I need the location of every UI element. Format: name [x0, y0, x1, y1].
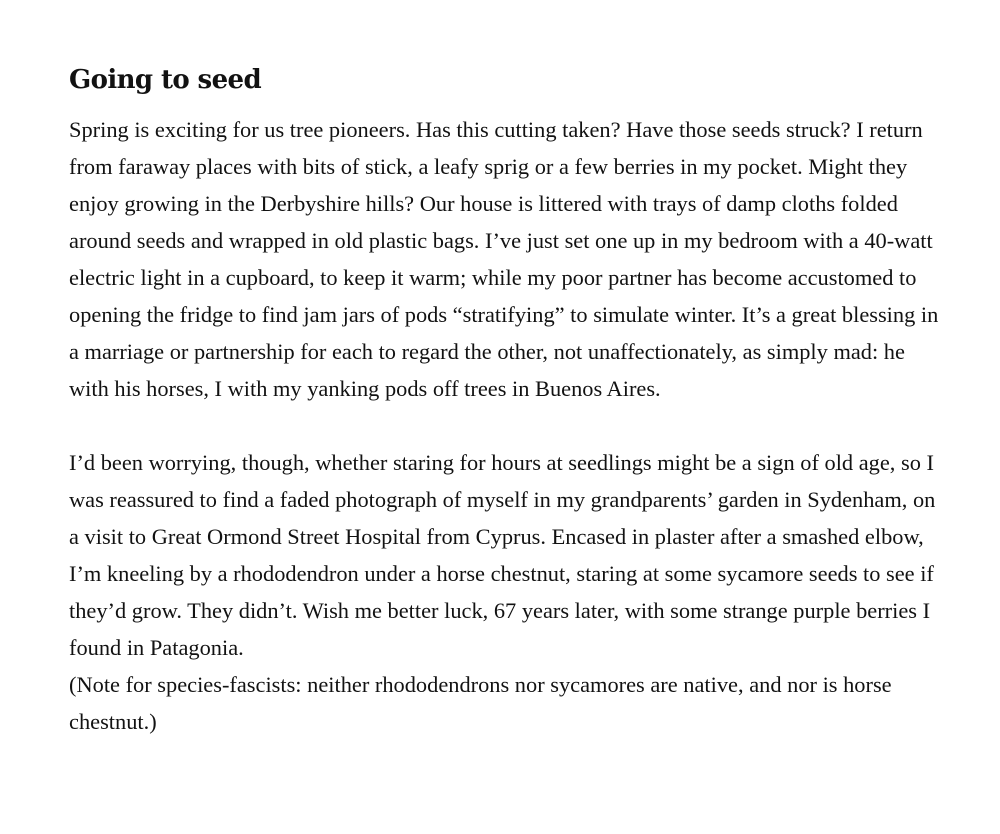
section-heading: Going to seed: [69, 65, 262, 95]
paragraph-note: (Note for species-fascists: neither rhododendrons nor sycamores are native, and nor is horse chestnut.): [69, 672, 892, 734]
paragraph-spring: Spring is exciting for us tree pioneers. Has this cutting taken? Have those seeds struck? I return from faraway places with bits of stick, a leafy sprig or a few berries in my pocket. Might they enjoy growing in the Derbyshire hills? Our house is littered with trays of damp cloths folded around seeds and wrapped in old plastic bags. I’ve just set one up in my bedroom with a 40-watt electric light in a cupboard, to keep it warm; while my poor partner has become accustomed to opening the fridge to find jam jars of pods “stratifying” to simulate winter. It’s a great blessing in a marriage or partnership for each to regard the other, not unaffectionately, as simply mad: he with his horses, I with my yanking pods off trees in Buenos Aires.: [69, 117, 939, 401]
paragraph-seedlings: I’d been worrying, though, whether staring for hours at seedlings might be a sign of old age, so I was reassured to find a faded photograph of myself in my grandparents’ garden in Sydenham, on a visit to Great Ormond Street Hospital from Cyprus. Encased in plaster after a smashed elbow, I’m kneeling by a rhododendron under a horse chestnut, staring at some sycamore seeds to see if they’d grow. They didn’t. Wish me better luck, 67 years later, with some strange purple berries I found in Patagonia.: [69, 450, 936, 660]
article-body: [69, 62, 939, 740]
